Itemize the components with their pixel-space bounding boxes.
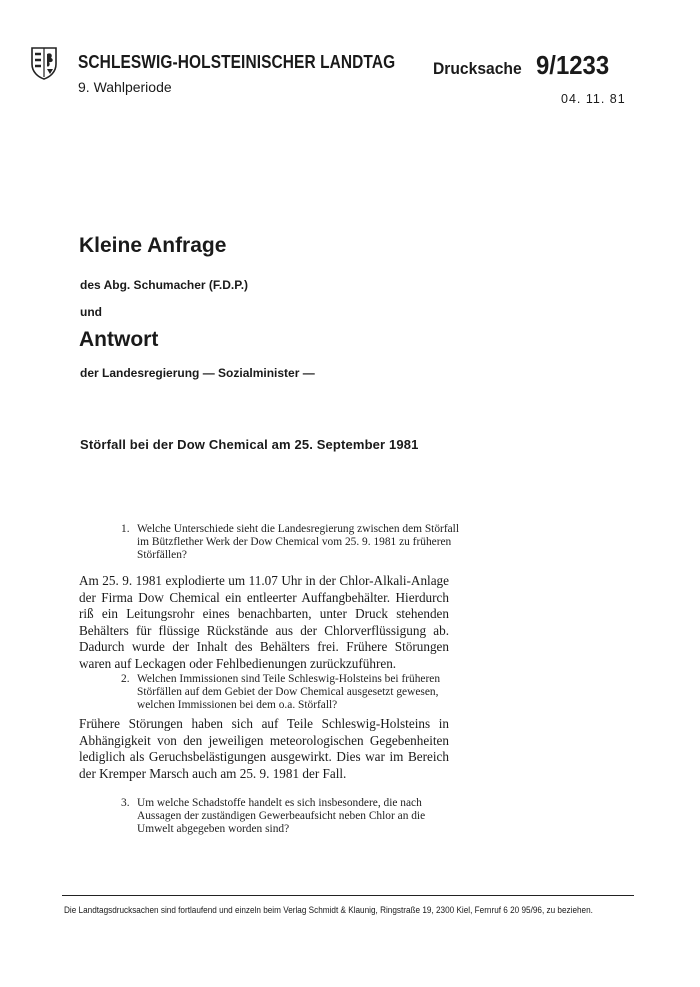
answering-government: der Landesregierung — Sozialminister —: [80, 366, 315, 380]
heading-kleine-anfrage: Kleine Anfrage: [79, 234, 227, 257]
landtag-title: SCHLESWIG-HOLSTEINISCHER LANDTAG: [78, 52, 396, 72]
conjunction-und: und: [80, 305, 102, 319]
question-2: [121, 673, 447, 713]
footer-divider: [62, 895, 634, 896]
footer-notice: Die Landtagsdrucksachen sind fortlaufend und einzeln beim Verlag Schmidt & Klaunig, Ringstraße 19, 2300 Kiel, Fernruf 6 20 95/96, zu beziehen.: [64, 905, 593, 915]
question-number: 1.: [121, 523, 130, 535]
election-period: 9. Wahlperiode: [78, 79, 172, 95]
drucksache-number: 9/1233: [536, 50, 610, 80]
inquiry-topic: Störfall bei der Dow Chemical am 25. September 1981: [80, 437, 419, 452]
schleswig-holstein-coat-of-arms-icon: [30, 46, 58, 80]
answer-1: Am 25. 9. 1981 explodierte um 11.07 Uhr in der Chlor-Alkali-Anlage der Firma Dow Chemical ein entleerter Auffangbehälter. Hierdurch riß ein Leitungsrohr eines benachbarten, unter Druck stehenden Behälters für flüssige Rückstände aus der Chlorverflüssigung ab. Dadurch wurde der Inhalt des Behälters frei. Frühere Störungen waren auf Leckagen oder Fehlbedienungen zurückzuführen.: [79, 573, 449, 671]
document-date: 04. 11. 81: [561, 92, 626, 106]
answer-2: Frühere Störungen haben sich auf Teile Schleswig-Holsteins in Abhängigkeit von den jeweiligen meteorologischen Gegebenheiten lediglich als Geruchsbelästigungen ausgewirkt. Dies war im Bereich der Kremper Marsch auch am 25. 9. 1981 der Fall.: [79, 716, 449, 781]
question-3: [121, 797, 447, 837]
question-1: [121, 523, 461, 563]
question-number: 3.: [121, 797, 130, 809]
inquiry-author: des Abg. Schumacher (F.D.P.): [80, 278, 249, 292]
question-text: Um welche Schadstoffe handelt es sich insbesondere, die nach Aussagen der zuständigen Gewerbeaufsicht neben Chlor an die Umwelt abgegeben worden sind?: [137, 797, 426, 836]
question-number: 2.: [121, 673, 130, 685]
question-text: Welchen Immissionen sind Teile Schleswig-Holsteins bei früheren Störfällen auf dem Gebiet der Dow Chemical ausgesetzt gewesen, welchen Immissionen bei dem o.a. Störfall?: [137, 673, 441, 712]
heading-antwort: Antwort: [79, 328, 159, 351]
drucksache-label: Drucksache: [433, 59, 522, 78]
question-text: Welche Unterschiede sieht die Landesregierung zwischen dem Störfall im Bützflether Werk der Dow Chemical vom 25. 9. 1981 zu früheren Störfällen?: [137, 523, 460, 562]
